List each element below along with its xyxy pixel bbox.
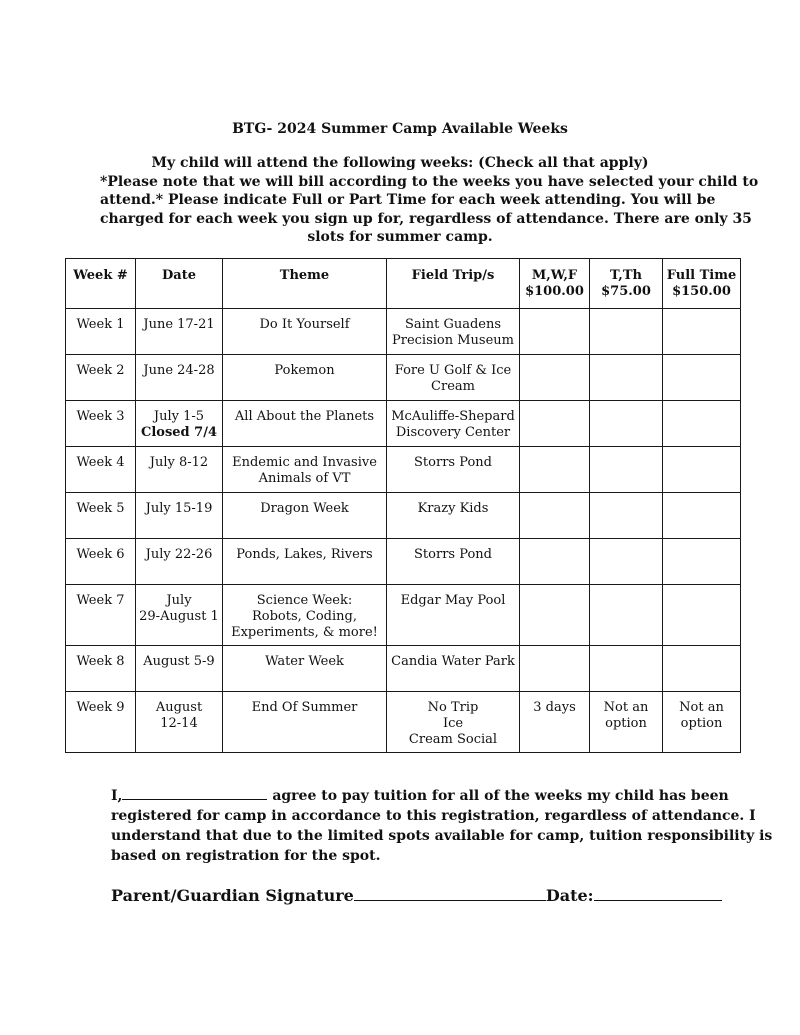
- full-time-checkbox-cell[interactable]: [663, 447, 741, 493]
- field-trip-cell: [387, 447, 520, 493]
- week-cell: [66, 355, 136, 401]
- table-row: [66, 692, 741, 753]
- signature-line: [111, 886, 722, 905]
- field-trip-cell-text: Fore U Golf & Ice: [394, 363, 512, 378]
- header-full-time: [663, 259, 741, 309]
- mwf-checkbox-cell[interactable]: [520, 539, 590, 585]
- week-cell-text: Week 2: [76, 363, 125, 378]
- theme-cell-text: End Of Summer: [251, 700, 358, 715]
- mwf-checkbox-cell[interactable]: [520, 401, 590, 447]
- mwf-checkbox-cell-text: 3 days: [533, 700, 576, 715]
- date-cell: [136, 692, 223, 753]
- date-cell: [136, 585, 223, 646]
- week-cell-text: Week 8: [76, 654, 125, 669]
- date-label: Date:: [545, 886, 594, 905]
- week-cell: [66, 585, 136, 646]
- theme-cell-text: Do It Yourself: [259, 317, 350, 332]
- tth-checkbox-cell[interactable]: [590, 692, 663, 753]
- weeks-table: [65, 258, 741, 753]
- theme-cell-text: Endemic and Invasive: [232, 455, 377, 470]
- field-trip-cell: [387, 309, 520, 355]
- field-trip-cell-text: Precision Museum: [391, 333, 514, 348]
- table-row: [66, 493, 741, 539]
- table-row: [66, 355, 741, 401]
- field-trip-cell-text: Storrs Pond: [414, 455, 492, 470]
- theme-cell-text: Experiments, & more!: [231, 625, 378, 640]
- full-time-checkbox-cell[interactable]: [663, 309, 741, 355]
- date-cell-text: July 15-19: [145, 501, 213, 516]
- full-time-checkbox-cell[interactable]: [663, 692, 741, 753]
- name-blank-field[interactable]: [122, 787, 267, 800]
- theme-cell-text: Pokemon: [274, 363, 335, 378]
- field-trip-cell: [387, 646, 520, 692]
- agreement-line-2: registered for camp in accordance to this registration, regardless of attendance. I: [111, 808, 756, 824]
- theme-cell: [223, 585, 387, 646]
- full-time-checkbox-cell-text: option: [680, 716, 723, 731]
- header-theme: Theme: [223, 259, 387, 309]
- mwf-checkbox-cell[interactable]: [520, 646, 590, 692]
- field-trip-cell-text: Ice: [442, 716, 464, 731]
- date-cell-text: July 1-5: [153, 409, 205, 424]
- week-cell: [66, 646, 136, 692]
- instructions-line: slots for summer camp.: [307, 229, 493, 245]
- field-trip-cell-text: Krazy Kids: [417, 501, 489, 516]
- field-trip-cell-text: Storrs Pond: [414, 547, 492, 562]
- parent-signature-field[interactable]: [354, 888, 546, 901]
- agreement-line-1: [111, 786, 729, 806]
- week-cell: [66, 539, 136, 585]
- week-cell: [66, 309, 136, 355]
- date-cell: [136, 401, 223, 447]
- date-cell-text: August: [155, 700, 203, 715]
- theme-cell: [223, 447, 387, 493]
- instructions-line: *Please note that we will bill according to the weeks you have selected your child to: [100, 173, 759, 190]
- date-note: Closed 7/4: [140, 425, 217, 440]
- week-cell: [66, 401, 136, 447]
- agreement-prefix: I,: [111, 788, 123, 804]
- theme-cell-text: Water Week: [265, 654, 344, 669]
- form-title: BTG- 2024 Summer Camp Available Weeks: [232, 121, 568, 137]
- date-cell: [136, 355, 223, 401]
- week-cell-text: Week 1: [76, 317, 125, 332]
- full-time-checkbox-cell[interactable]: [663, 401, 741, 447]
- date-cell-text: August 5-9: [143, 654, 215, 669]
- field-trip-cell: [387, 585, 520, 646]
- full-time-checkbox-cell[interactable]: [663, 539, 741, 585]
- theme-cell-text: Dragon Week: [260, 501, 349, 516]
- full-time-checkbox-cell[interactable]: [663, 493, 741, 539]
- date-cell: [136, 493, 223, 539]
- header-date: Date: [136, 259, 223, 309]
- table-row: [66, 646, 741, 692]
- instructions-line: charged for each week you sign up for, regardless of attendance. There are only 35: [100, 210, 752, 227]
- field-trip-cell-text: Saint Guadens: [404, 317, 502, 332]
- tth-checkbox-cell[interactable]: [590, 493, 663, 539]
- week-cell-text: Week 5: [76, 501, 125, 516]
- mwf-checkbox-cell[interactable]: [520, 447, 590, 493]
- tth-checkbox-cell[interactable]: [590, 585, 663, 646]
- field-trip-cell-text: Cream: [431, 379, 475, 394]
- header-week: Week #: [66, 259, 136, 309]
- tth-checkbox-cell[interactable]: [590, 309, 663, 355]
- theme-cell: [223, 692, 387, 753]
- field-trip-cell-text: Candia Water Park: [391, 654, 515, 669]
- date-cell-text: June 17-21: [143, 317, 215, 332]
- theme-cell: [223, 646, 387, 692]
- date-cell-text: 29-August 1: [139, 609, 219, 624]
- full-time-checkbox-cell[interactable]: [663, 355, 741, 401]
- field-trip-cell-text: Cream Social: [408, 732, 498, 747]
- date-cell-text: July 22-26: [145, 547, 213, 562]
- field-trip-cell-text: No Trip: [427, 700, 479, 715]
- date-cell: [136, 447, 223, 493]
- agreement-line-4: based on registration for the spot.: [111, 848, 381, 864]
- week-cell: [66, 493, 136, 539]
- theme-cell: [223, 355, 387, 401]
- mwf-checkbox-cell[interactable]: [520, 585, 590, 646]
- full-time-checkbox-cell[interactable]: [663, 646, 741, 692]
- theme-cell-text: Robots, Coding,: [251, 609, 357, 624]
- week-cell-text: Week 3: [76, 409, 125, 424]
- date-cell: [136, 309, 223, 355]
- field-trip-cell: [387, 539, 520, 585]
- date-cell-text: July 8-12: [149, 455, 209, 470]
- tth-checkbox-cell[interactable]: [590, 447, 663, 493]
- table-row: [66, 539, 741, 585]
- week-cell-text: Week 9: [76, 700, 125, 715]
- header-mwf: [520, 259, 590, 309]
- week-cell-text: Week 7: [76, 593, 125, 608]
- agreement-paragraph: [111, 786, 773, 866]
- theme-cell: [223, 493, 387, 539]
- instructions-line: attend.* Please indicate Full or Part Time for each week attending. You will be: [100, 192, 716, 208]
- theme-cell-text: Animals of VT: [258, 471, 351, 486]
- header-tth: [590, 259, 663, 309]
- table-header-row: [66, 259, 741, 309]
- tth-checkbox-cell[interactable]: [590, 355, 663, 401]
- parent-signature-label: Parent/Guardian Signature: [111, 886, 354, 905]
- tth-checkbox-cell[interactable]: [590, 401, 663, 447]
- header-mwf-label: M,W,F: [531, 268, 578, 283]
- table-row: [66, 309, 741, 355]
- theme-cell-text: Science Week:: [256, 593, 353, 608]
- mwf-checkbox-cell[interactable]: [520, 309, 590, 355]
- agreement-line-1-text: agree to pay tuition for all of the weeks my child has been: [272, 788, 729, 804]
- week-cell: [66, 692, 136, 753]
- weeks-table-body: [66, 309, 741, 753]
- header-field-trip: Field Trip/s: [387, 259, 520, 309]
- date-cell-text: 12-14: [160, 716, 198, 731]
- header-mwf-price: $100.00: [525, 284, 584, 299]
- theme-cell: [223, 309, 387, 355]
- field-trip-cell-text: Edgar May Pool: [400, 593, 506, 608]
- date-cell: [136, 539, 223, 585]
- date-cell-text: June 24-28: [143, 363, 215, 378]
- full-time-checkbox-cell-text: Not an: [679, 700, 724, 715]
- mwf-checkbox-cell[interactable]: [520, 493, 590, 539]
- week-cell-text: Week 6: [76, 547, 125, 562]
- header-tth-price: $75.00: [601, 284, 651, 299]
- tth-checkbox-cell-text: option: [605, 716, 647, 731]
- week-cell-text: Week 4: [76, 455, 125, 470]
- field-trip-cell-text: McAuliffe-Shepard: [391, 409, 515, 424]
- date-cell-text: July: [166, 593, 192, 608]
- mwf-checkbox-cell[interactable]: [520, 355, 590, 401]
- field-trip-cell: [387, 355, 520, 401]
- field-trip-cell: [387, 692, 520, 753]
- tth-checkbox-cell[interactable]: [590, 646, 663, 692]
- mwf-checkbox-cell[interactable]: [520, 692, 590, 753]
- table-row: [66, 447, 741, 493]
- header-full-price: $150.00: [672, 284, 731, 299]
- instructions-line: My child will attend the following weeks: (Check all that apply): [151, 155, 649, 171]
- theme-cell-text: Ponds, Lakes, Rivers: [236, 547, 373, 562]
- table-row: [66, 585, 741, 646]
- theme-cell-text: All About the Planets: [234, 409, 375, 424]
- field-trip-cell: [387, 401, 520, 447]
- tth-checkbox-cell[interactable]: [590, 539, 663, 585]
- theme-cell: [223, 401, 387, 447]
- agreement-line-3: understand that due to the limited spots available for camp, tuition responsibility is: [111, 828, 773, 844]
- header-tth-label: T,Th: [610, 268, 642, 283]
- header-full-label: Full Time: [666, 268, 737, 283]
- field-trip-cell: [387, 493, 520, 539]
- tth-checkbox-cell-text: Not an: [603, 700, 649, 715]
- field-trip-cell-text: Discovery Center: [395, 425, 511, 440]
- date-field[interactable]: [594, 888, 722, 901]
- instructions-block: [100, 154, 759, 247]
- date-cell: [136, 646, 223, 692]
- week-cell: [66, 447, 136, 493]
- full-time-checkbox-cell[interactable]: [663, 585, 741, 646]
- theme-cell: [223, 539, 387, 585]
- table-row: [66, 401, 741, 447]
